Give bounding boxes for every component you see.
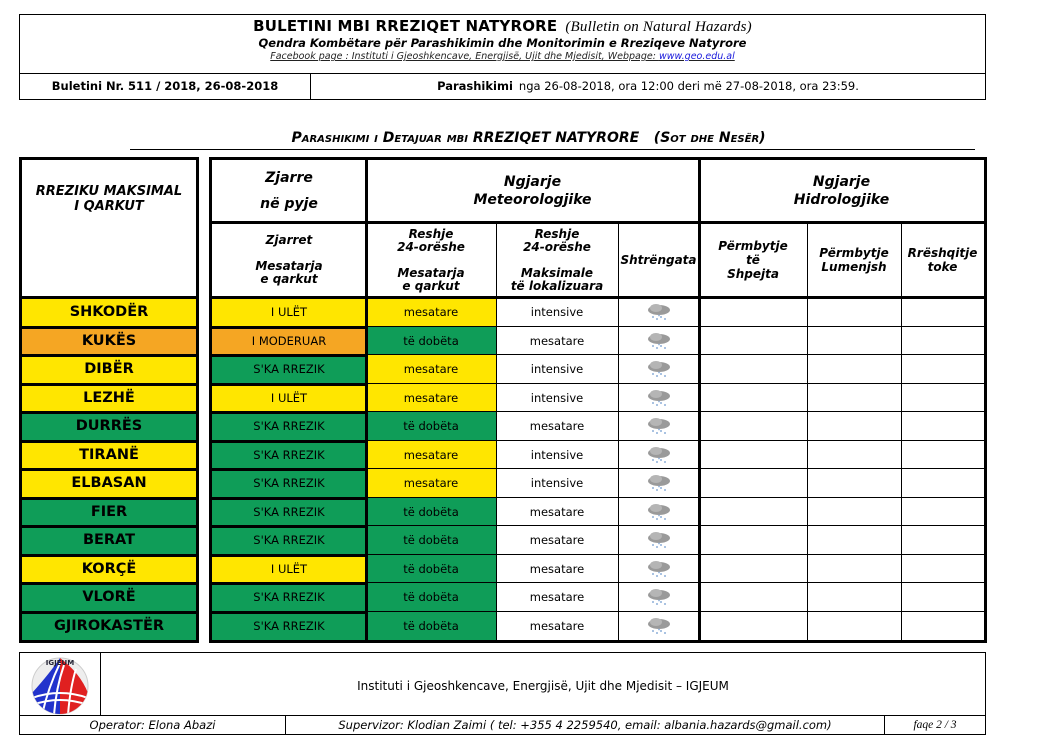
section-title: Parashikimi i Detajuar mbi RREZIQET NATYRORE (Sot dhe Nesër) [291, 130, 766, 146]
landslide-cell [901, 384, 984, 413]
grid-line [496, 497, 984, 498]
igjeum-logo [20, 653, 101, 716]
title-english: (Bulletin on Natural Hazards) [565, 19, 752, 35]
grid-line [22, 611, 196, 614]
grid-line [496, 440, 984, 441]
flash-flood-cell [699, 384, 807, 413]
river-flood-cell [807, 526, 901, 555]
river-flood-cell [807, 412, 901, 441]
grid-line [366, 497, 496, 498]
grid-line [366, 554, 496, 555]
rain-cloud-icon [618, 355, 699, 384]
grid-line [496, 383, 984, 384]
facebook-text: Facebook page : Instituti i Gjeoshkencave, Energjisë, Ujit dhe Mjedisit, Webpage: [270, 51, 659, 62]
grid-line [22, 440, 196, 443]
landslide-cell [901, 355, 984, 384]
rain-average: mesatare [366, 384, 496, 413]
grid-line [196, 157, 199, 643]
rain-average: mesatare [366, 469, 496, 498]
region-name: DIBËR [22, 355, 196, 384]
grid-line [22, 468, 196, 471]
flash-flood-cell [699, 327, 807, 356]
rain-cloud-icon [618, 612, 699, 641]
grid-line [212, 296, 984, 299]
river-flood-cell [807, 441, 901, 470]
rain-cloud-icon [618, 583, 699, 612]
bulletin-title [20, 17, 985, 36]
grid-line [22, 497, 196, 500]
rain-maximum: mesatare [529, 504, 585, 519]
grid-line [496, 525, 984, 526]
region-name: ELBASAN [22, 469, 196, 498]
landslide-cell [901, 412, 984, 441]
rain-maximum: intensive [530, 390, 584, 405]
river-flood-cell [807, 555, 901, 584]
landslide-cell [901, 612, 984, 641]
flash-flood-cell [699, 441, 807, 470]
rain-average: të dobëta [366, 555, 496, 584]
footer-institute-box [19, 652, 986, 716]
grid-line [22, 354, 196, 357]
flash-flood-cell [699, 498, 807, 527]
flash-flood-cell [699, 298, 807, 327]
landslide-cell [901, 498, 984, 527]
region-name: KORÇË [22, 555, 196, 584]
grid-line [698, 160, 701, 640]
rain-maximum: intensive [530, 362, 584, 377]
header-river-flood-col: Përmbytje Lumenjsh [819, 246, 889, 274]
flash-flood-cell [699, 612, 807, 641]
grid-line [209, 157, 212, 643]
forecast-period [311, 73, 985, 99]
grid-line [22, 411, 196, 414]
header-fire-col: Zjarret Mesatarja e qarkut [255, 233, 323, 286]
rain-average: të dobëta [366, 498, 496, 527]
grid-line [496, 468, 984, 469]
region-name: KUKËS [22, 327, 196, 356]
rain-maximum: mesatare [529, 561, 585, 576]
landslide-cell [901, 469, 984, 498]
footer-contact-row [19, 715, 986, 735]
rain-maximum: mesatare [529, 590, 585, 605]
rain-cloud-icon [618, 526, 699, 555]
bulletin-header [19, 14, 986, 74]
grid-line [209, 157, 987, 160]
flash-flood-cell [699, 469, 807, 498]
river-flood-cell [807, 355, 901, 384]
flash-flood-cell [699, 555, 807, 584]
grid-line [366, 525, 496, 526]
grid-line [22, 383, 196, 386]
rain-cloud-icon [618, 384, 699, 413]
river-flood-cell [807, 583, 901, 612]
flash-flood-cell [699, 412, 807, 441]
grid-line [366, 440, 496, 441]
grid-line [212, 582, 366, 585]
rain-cloud-icon [618, 469, 699, 498]
grid-line [366, 354, 496, 355]
rain-cloud-icon [618, 555, 699, 584]
title-text: BULETINI MBI RREZIQET NATYRORE [253, 17, 558, 35]
landslide-cell [901, 526, 984, 555]
grid-line [618, 222, 619, 640]
institute-name: Instituti i Gjeoshkencave, Energjisë, Ujit dhe Mjedisit – IGJEUM [357, 679, 729, 693]
grid-line [22, 326, 196, 329]
fire-risk: I ULËT [212, 384, 366, 413]
rain-cloud-icon [618, 412, 699, 441]
grid-line [22, 582, 196, 585]
rain-maximum: intensive [530, 447, 584, 462]
header-meteo-group: Ngjarje Meteorologjike [473, 174, 592, 208]
fire-risk: S'KA RREZIK [212, 583, 366, 612]
landslide-cell [901, 327, 984, 356]
region-name: VLORË [22, 583, 196, 612]
grid-line [212, 383, 366, 386]
rain-average: të dobëta [366, 327, 496, 356]
region-name: BERAT [22, 526, 196, 555]
grid-line [366, 383, 496, 384]
grid-line [212, 611, 366, 614]
rain-maximum: intensive [530, 305, 584, 320]
rain-cloud-icon [618, 298, 699, 327]
fire-risk: I ULËT [212, 298, 366, 327]
flash-flood-cell [699, 526, 807, 555]
grid-line [496, 554, 984, 555]
bulletin-info-row [19, 73, 986, 100]
grid-line [209, 640, 987, 643]
grid-line [366, 326, 496, 327]
rain-maximum: mesatare [529, 533, 585, 548]
grid-line [212, 221, 984, 224]
rain-cloud-icon [618, 327, 699, 356]
grid-line [19, 157, 22, 643]
fire-risk: S'KA RREZIK [212, 526, 366, 555]
header-flash-flood-col: Përmbytje të Shpejta [718, 239, 788, 281]
header-rain-max-col: Reshje 24-orëshe Maksimale të lokalizuara [510, 226, 604, 293]
flash-flood-cell [699, 583, 807, 612]
rain-cloud-icon [618, 441, 699, 470]
grid-line [366, 582, 496, 583]
rain-cloud-icon [618, 498, 699, 527]
fire-risk: S'KA RREZIK [212, 612, 366, 641]
header-rain-avg-col: Reshje 24-orëshe Mesatarja e qarkut [397, 226, 465, 293]
region-name: LEZHË [22, 384, 196, 413]
region-header: RREZIKU MAKSIMAL I QARKUT [35, 184, 183, 214]
region-name: FIER [22, 498, 196, 527]
river-flood-cell [807, 298, 901, 327]
rain-average: mesatare [366, 355, 496, 384]
grid-line [19, 640, 199, 643]
page-number: faqe 2 / 3 [913, 719, 957, 731]
grid-line [212, 497, 366, 500]
rain-average: mesatare [366, 298, 496, 327]
rain-average: të dobëta [366, 583, 496, 612]
grid-line [22, 525, 196, 528]
region-name: TIRANË [22, 441, 196, 470]
fire-risk: S'KA RREZIK [212, 441, 366, 470]
landslide-cell [901, 298, 984, 327]
grid-line [365, 160, 368, 640]
svg-text:IGJEUM: IGJEUM [45, 659, 75, 667]
region-name: SHKODËR [22, 298, 196, 327]
river-flood-cell [807, 498, 901, 527]
grid-line [212, 326, 366, 329]
grid-line [901, 222, 902, 640]
fire-risk: I ULËT [212, 555, 366, 584]
header-hydro-group: Ngjarje Hidrologjike [793, 174, 890, 208]
supervisor-contact: Supervizor: Klodian Zaimi ( tel: +355 4 2259540, email: albania.hazards@gmail.com) [286, 716, 885, 735]
rain-average: të dobëta [366, 526, 496, 555]
fire-risk: S'KA RREZIK [212, 355, 366, 384]
river-flood-cell [807, 384, 901, 413]
rain-maximum: intensive [530, 476, 584, 491]
river-flood-cell [807, 327, 901, 356]
grid-line [496, 354, 984, 355]
grid-line [212, 525, 366, 528]
rain-maximum: mesatare [529, 333, 585, 348]
grid-line [984, 157, 987, 643]
rain-maximum: mesatare [529, 419, 585, 434]
region-name: DURRËS [22, 412, 196, 441]
grid-line [19, 157, 199, 160]
grid-line [212, 440, 366, 443]
section-underline [130, 149, 975, 150]
river-flood-cell [807, 469, 901, 498]
grid-line [22, 296, 196, 299]
grid-line [496, 326, 984, 327]
landslide-cell [901, 441, 984, 470]
river-flood-cell [807, 612, 901, 641]
grid-line [22, 554, 196, 557]
grid-line [212, 411, 366, 414]
grid-line [366, 468, 496, 469]
operator-name: Operator: Elona Abazi [20, 716, 286, 735]
rain-maximum: mesatare [529, 618, 585, 633]
center-name: Qendra Kombëtare për Parashikimin dhe Monitorimin e Rreziqeve Natyrore [258, 36, 747, 50]
grid-line [807, 222, 808, 640]
rain-average: të dobëta [366, 412, 496, 441]
header-landslide-col: Rrëshqitje toke [907, 246, 978, 274]
grid-line [496, 222, 497, 640]
facebook-line [20, 51, 985, 62]
grid-line [212, 354, 366, 357]
landslide-cell [901, 583, 984, 612]
forecast-label: Parashikimi [437, 79, 513, 93]
region-name: GJIROKASTËR [22, 612, 196, 641]
grid-line [496, 411, 984, 412]
bulletin-number: Buletini Nr. 511 / 2018, 26-08-2018 [20, 73, 311, 99]
grid-line [496, 611, 984, 612]
header-fire-group: Zjarre në pyje [260, 170, 318, 212]
grid-line [496, 582, 984, 583]
webpage-link[interactable]: www.geo.edu.al [658, 51, 735, 62]
fire-risk: S'KA RREZIK [212, 498, 366, 527]
rain-average: mesatare [366, 441, 496, 470]
grid-line [366, 611, 496, 612]
fire-risk: S'KA RREZIK [212, 469, 366, 498]
rain-average: të dobëta [366, 612, 496, 641]
flash-flood-cell [699, 355, 807, 384]
fire-risk: S'KA RREZIK [212, 412, 366, 441]
grid-line [212, 554, 366, 557]
grid-line [366, 411, 496, 412]
landslide-cell [901, 555, 984, 584]
fire-risk: I MODERUAR [212, 327, 366, 356]
grid-line [212, 468, 366, 471]
forecast-period-text: nga 26-08-2018, ora 12:00 deri më 27-08-2018, ora 23:59. [518, 79, 859, 93]
header-storm-col: Shtrëngata [620, 253, 697, 267]
